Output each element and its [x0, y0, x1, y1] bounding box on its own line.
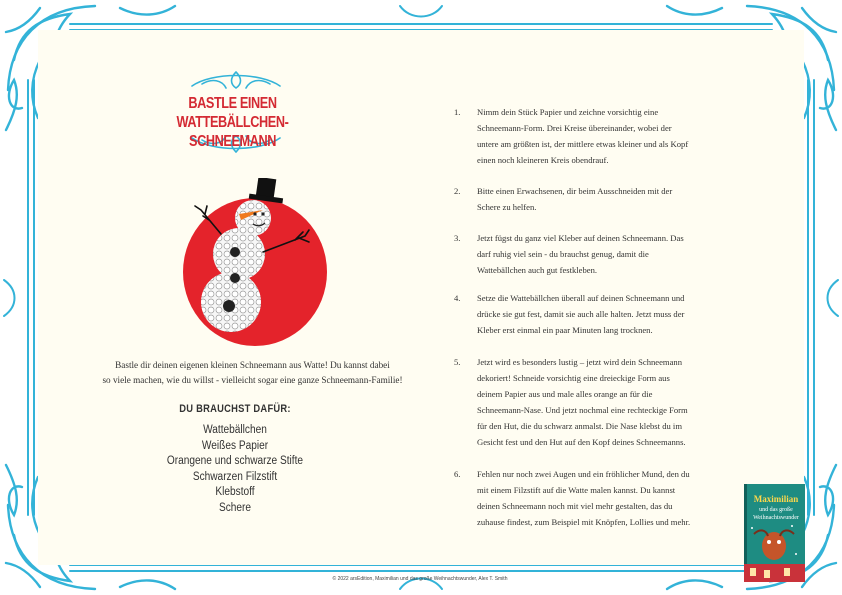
list-item: Schwarzen Filzstift [192, 470, 278, 483]
step-line: Wattebällchen auch gut festkleben. [477, 265, 598, 275]
step-line: mit einem Filzstift auf die Watte malen kannst. Du kannst [477, 485, 676, 495]
list-item: Schere [218, 501, 252, 514]
step-line: Kleber erst einmal ein paar Minuten lang trocknen. [477, 325, 653, 335]
step-line: Schneemann-Form. Drei Kreise übereinander, wobei der [477, 123, 672, 133]
step-number: 5. [454, 357, 461, 367]
step-line: einen noch kleineren Kreis obendrauf. [477, 155, 609, 165]
materials-heading: DU BRAUCHST DAFÜR: [179, 403, 291, 415]
step-number: 4. [454, 293, 461, 303]
page-title [140, 94, 325, 151]
step-line: Bitte einen Erwachsenen, dir beim Ausschneiden mit der [477, 186, 673, 196]
title-line: BASTLE EINEN WATTEBÄLLCHEN- [176, 95, 289, 131]
step-4 [448, 290, 743, 338]
copyright-notice: © 2022 arsEdition, Maximilian und das große Weihnachtswunder, Alex T. Smith [332, 576, 508, 582]
step-line: Fehlen nur noch zwei Augen und ein fröhlicher Mund, den du [477, 469, 690, 479]
step-number: 6. [454, 469, 461, 479]
book-title: und das große [759, 507, 793, 513]
book-title: Weihnachtswunder [753, 515, 799, 521]
step-line: drücke sie gut fest, damit sie auch alle halten. Jetzt muss der [477, 309, 685, 319]
step-line: Jetzt wird es besonders lustig – jetzt wird dein Schneemann [477, 357, 683, 367]
step-line: Schere zu helfen. [477, 202, 537, 212]
step-number: 3. [454, 233, 461, 243]
step-line: deinem Papier aus und male alles orange an für die [477, 389, 653, 399]
step-line: Jetzt fügst du ganz viel Kleber auf deinen Schneemann. Das [477, 233, 684, 243]
book-mouse-character [762, 532, 786, 560]
list-item: Klebstoff [215, 486, 255, 498]
step-line: dekoriert! Schneide vorsichtig eine dreieckige Form aus [477, 373, 670, 383]
book-title: Maximilian [753, 494, 799, 504]
step-line: untere am größten ist, der mittlere etwas kleiner und als Kopf [477, 139, 689, 149]
step-line: deinen Schneemann noch mit viel mehr gestalten, das du [477, 501, 673, 511]
list-item: Orangene und schwarze Stifte [166, 455, 304, 467]
step-line: zuhause findest, zum Beispiel mit Knöpfen, Lollies und mehr. [477, 517, 691, 527]
intro-line: Bastle dir deinen eigenen kleinen Schneemann aus Watte! Du kannst dabei [115, 360, 390, 370]
intro-line: so viele machen, wie du willst - vielleicht sogar eine ganze Schneemann-Familie! [102, 375, 403, 385]
book-cover [744, 484, 805, 582]
step-line: Setze die Wattebällchen überall auf deinen Schneemann und [477, 293, 685, 303]
instruction-steps [448, 104, 743, 530]
materials-list [143, 423, 328, 516]
list-item: Wattebällchen [203, 424, 267, 436]
cotton-snowman-illustration [175, 178, 335, 346]
intro-text [75, 358, 430, 388]
step-number: 1. [454, 107, 461, 117]
step-line: Schneemann-Nase. Und jetzt nochmal eine rechteckige Form [477, 405, 688, 415]
step-number: 2. [454, 186, 461, 196]
step-6 [448, 466, 743, 530]
step-5 [448, 354, 743, 450]
step-line: für den Hut, die du schwarz anmalst. Die Nase klebst du im [477, 421, 683, 431]
title-line: SCHNEEMANN [189, 133, 276, 150]
step-3 [448, 230, 743, 278]
step-line: Nimm dein Stück Papier und zeichne vorsichtig eine [477, 107, 659, 117]
list-item: Weißes Papier [201, 439, 269, 452]
step-2 [448, 183, 743, 215]
step-line: Gesicht fest und den Hut auf den Kopf deines Schneemanns. [477, 437, 686, 447]
step-line: darf ruhig viel sein - du brauchst genug, damit die [477, 249, 649, 259]
step-1 [448, 104, 743, 168]
